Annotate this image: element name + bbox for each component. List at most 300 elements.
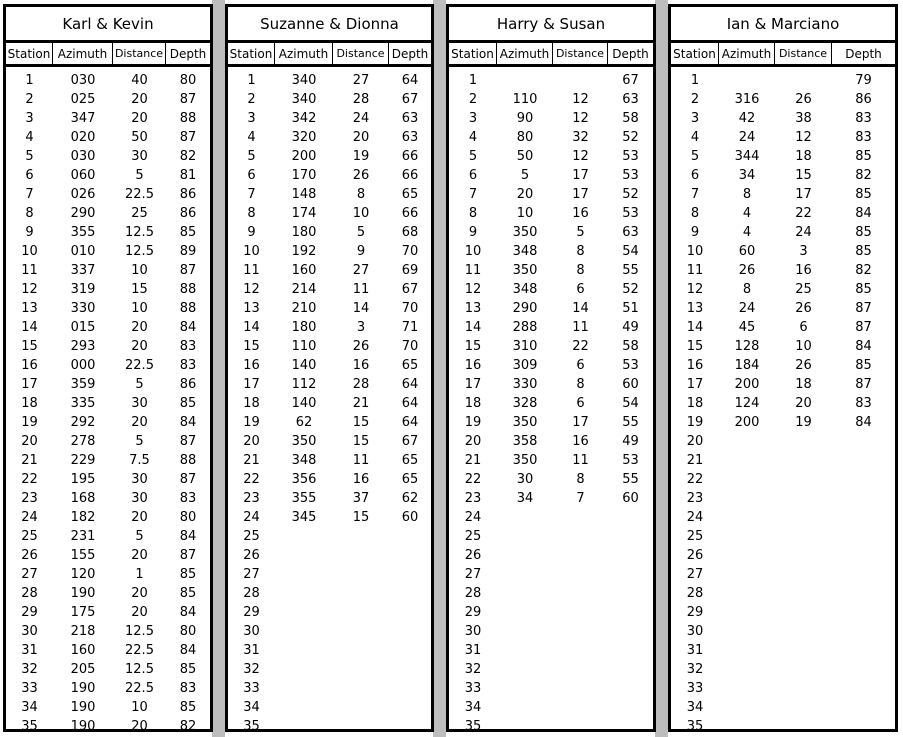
station-number: 25: [243, 529, 260, 544]
depth-value: 87: [179, 434, 197, 449]
column-header: Distance: [113, 43, 166, 64]
table-row: [449, 508, 653, 527]
table-row: [6, 185, 210, 204]
distance-value: 16: [572, 434, 589, 449]
station-number: 16: [464, 358, 482, 373]
azimuth-value: 140: [291, 358, 317, 373]
table-row: [449, 90, 653, 109]
table-row: [449, 489, 653, 508]
azimuth-value: 182: [70, 510, 96, 525]
distance-value: 7: [576, 491, 585, 506]
azimuth-value: 8: [742, 282, 752, 297]
table-row: [671, 185, 895, 204]
distance-value: 8: [576, 263, 585, 278]
column-header: Depth: [391, 46, 429, 61]
station-number: 15: [243, 339, 260, 354]
azimuth-value: 288: [512, 320, 538, 335]
table-row: [6, 641, 210, 660]
table-row: [449, 641, 653, 660]
azimuth-value: 30: [516, 472, 534, 487]
azimuth-value: 330: [70, 301, 96, 316]
azimuth-value: 50: [516, 149, 534, 164]
distance-value: 15: [352, 415, 370, 430]
depth-value: 65: [401, 453, 419, 468]
azimuth-value: 030: [70, 149, 96, 164]
station-number: 23: [243, 491, 260, 506]
azimuth-value: 168: [70, 491, 96, 506]
depth-value: 83: [855, 396, 872, 411]
depth-value: 87: [855, 301, 872, 316]
azimuth-value: 337: [70, 263, 96, 278]
station-number: 4: [468, 130, 478, 145]
table-row: [671, 261, 895, 280]
station-number: 5: [468, 149, 478, 164]
azimuth-value: 025: [70, 92, 96, 107]
distance-value: 50: [131, 130, 148, 145]
azimuth-value: 42: [738, 111, 756, 126]
station-number: 21: [21, 453, 38, 468]
depth-value: 88: [179, 111, 197, 126]
depth-value: 51: [622, 301, 639, 316]
station-number: 33: [243, 681, 260, 696]
azimuth-value: 355: [70, 225, 96, 240]
station-number: 10: [243, 244, 260, 259]
depth-value: 84: [179, 605, 197, 620]
table-row: [671, 299, 895, 318]
depth-value: 60: [622, 377, 639, 392]
column-header: Station: [228, 43, 275, 64]
distance-value: 20: [131, 339, 148, 354]
depth-value: 53: [622, 168, 639, 183]
table-row: [671, 432, 895, 451]
station-number: 30: [21, 624, 38, 639]
azimuth-value: 026: [70, 187, 96, 202]
azimuth-value: 000: [70, 358, 96, 373]
station-number: 25: [21, 529, 38, 544]
station-number: 10: [686, 244, 704, 259]
table-row: [671, 356, 895, 375]
azimuth-value: 34: [516, 491, 534, 506]
distance-value: 15: [795, 168, 812, 183]
table-row: [228, 299, 431, 318]
station-number: 2: [468, 92, 478, 107]
team-title: Harry & Susan: [496, 14, 606, 33]
depth-value: 62: [401, 491, 419, 506]
distance-value: 20: [131, 510, 148, 525]
azimuth-value: 10: [516, 206, 534, 221]
table-row: [6, 489, 210, 508]
table-row: [671, 508, 895, 527]
depth-value: 70: [401, 244, 419, 259]
table-row: [6, 280, 210, 299]
depth-value: 54: [622, 396, 639, 411]
table-row: [671, 641, 895, 660]
station-number: 32: [21, 662, 38, 677]
azimuth-value: 350: [512, 225, 538, 240]
azimuth-value: 340: [291, 73, 317, 88]
azimuth-value: 24: [738, 130, 756, 145]
depth-value: 85: [179, 586, 197, 601]
distance-value: 5: [135, 168, 144, 183]
azimuth-value: 175: [70, 605, 96, 620]
table-row: [671, 698, 895, 717]
station-number: 17: [21, 377, 38, 392]
depth-value: 64: [401, 396, 419, 411]
station-number: 32: [464, 662, 482, 677]
table-row: [228, 622, 431, 641]
table-row: [449, 299, 653, 318]
azimuth-value: 358: [512, 434, 538, 449]
azimuth-value: 200: [291, 149, 317, 164]
distance-value: 12.5: [125, 225, 154, 240]
table-row: [671, 337, 895, 356]
table-row: [228, 527, 431, 546]
azimuth-value: 278: [70, 434, 96, 449]
station-number: 1: [468, 73, 478, 88]
table-row: [671, 147, 895, 166]
distance-value: 26: [795, 301, 812, 316]
distance-value: 22.5: [125, 358, 154, 373]
station-number: 21: [686, 453, 704, 468]
distance-value: 24: [795, 225, 812, 240]
depth-value: 63: [622, 92, 639, 107]
depth-value: 86: [179, 377, 197, 392]
distance-value: 32: [572, 130, 589, 145]
team-panel: [446, 4, 656, 732]
distance-value: 16: [795, 263, 812, 278]
data-rows: [449, 71, 653, 736]
depth-value: 53: [622, 358, 639, 373]
table-row: [671, 280, 895, 299]
distance-value: 16: [572, 206, 589, 221]
station-number: 17: [686, 377, 704, 392]
table-row: [449, 128, 653, 147]
distance-value: 8: [576, 472, 585, 487]
azimuth-value: 316: [734, 92, 760, 107]
table-row: [671, 204, 895, 223]
depth-value: 83: [179, 339, 197, 354]
station-number: 11: [464, 263, 482, 278]
azimuth-value: 231: [70, 529, 96, 544]
column-header: Distance: [553, 43, 608, 64]
depth-value: 83: [855, 111, 872, 126]
station-number: 26: [464, 548, 482, 563]
azimuth-value: 350: [512, 415, 538, 430]
depth-value: 71: [401, 320, 419, 335]
azimuth-value: 292: [70, 415, 96, 430]
station-number: 8: [690, 206, 700, 221]
azimuth-value: 345: [291, 510, 317, 525]
table-row: [228, 508, 431, 527]
table-row: [6, 565, 210, 584]
station-number: 32: [243, 662, 260, 677]
distance-value: 10: [131, 301, 148, 316]
station-number: 29: [243, 605, 260, 620]
distance-value: 17: [572, 168, 589, 183]
depth-value: 64: [401, 73, 419, 88]
distance-value: 10: [131, 263, 148, 278]
station-number: 3: [25, 111, 34, 126]
station-number: 22: [686, 472, 704, 487]
depth-value: 58: [622, 111, 639, 126]
distance-value: 7.5: [129, 453, 150, 468]
table-row: [449, 679, 653, 698]
station-number: 24: [243, 510, 260, 525]
station-number: 3: [247, 111, 256, 126]
distance-value: 22.5: [125, 681, 154, 696]
column-header: Depth: [845, 46, 882, 61]
distance-value: 16: [352, 472, 370, 487]
depth-value: 85: [179, 225, 197, 240]
station-number: 24: [464, 510, 482, 525]
station-number: 25: [464, 529, 482, 544]
distance-value: 10: [352, 206, 370, 221]
table-row: [671, 489, 895, 508]
depth-value: 49: [622, 320, 639, 335]
distance-value: 24: [352, 111, 370, 126]
column-header: Azimuth: [497, 43, 553, 64]
depth-value: 54: [622, 244, 639, 259]
azimuth-value: 24: [738, 301, 756, 316]
depth-value: 70: [401, 339, 419, 354]
azimuth-value: 205: [70, 662, 96, 677]
table-row: [6, 204, 210, 223]
depth-value: 64: [401, 415, 419, 430]
table-row: [449, 204, 653, 223]
azimuth-value: 200: [734, 377, 760, 392]
team-title: Suzanne & Dionna: [260, 14, 399, 33]
table-row: [671, 660, 895, 679]
distance-value: 5: [356, 225, 366, 240]
table-row: [228, 242, 431, 261]
table-row: [449, 318, 653, 337]
distance-value: 12: [572, 149, 589, 164]
table-row: [671, 679, 895, 698]
station-number: 28: [464, 586, 482, 601]
table-row: [6, 147, 210, 166]
station-number: 18: [243, 396, 260, 411]
azimuth-value: 20: [516, 187, 534, 202]
station-number: 13: [21, 301, 38, 316]
depth-value: 88: [179, 282, 197, 297]
azimuth-value: 120: [70, 567, 96, 582]
table-row: [6, 223, 210, 242]
azimuth-value: 342: [291, 111, 317, 126]
azimuth-value: 80: [516, 130, 534, 145]
station-number: 20: [464, 434, 482, 449]
station-number: 8: [25, 206, 34, 221]
separator-bar: [212, 0, 225, 737]
distance-value: 17: [572, 415, 589, 430]
station-number: 4: [247, 130, 256, 145]
depth-value: 67: [622, 73, 639, 88]
depth-value: 84: [855, 415, 872, 430]
column-header-row: [449, 40, 653, 67]
depth-value: 66: [401, 206, 419, 221]
depth-value: 55: [622, 415, 639, 430]
azimuth-value: 350: [291, 434, 317, 449]
station-number: 12: [21, 282, 38, 297]
station-number: 27: [21, 567, 38, 582]
table-row: [449, 356, 653, 375]
azimuth-value: 328: [512, 396, 538, 411]
distance-value: 26: [795, 358, 812, 373]
table-row: [671, 527, 895, 546]
station-number: 2: [25, 92, 34, 107]
depth-value: 85: [855, 244, 872, 259]
azimuth-value: 195: [70, 472, 96, 487]
station-number: 26: [686, 548, 704, 563]
table-row: [6, 527, 210, 546]
distance-value: 27: [352, 263, 370, 278]
station-number: 16: [243, 358, 260, 373]
station-number: 19: [464, 415, 482, 430]
column-header: Station: [671, 43, 719, 64]
table-row: [449, 622, 653, 641]
table-row: [671, 318, 895, 337]
station-number: 9: [468, 225, 478, 240]
depth-value: 83: [179, 491, 197, 506]
depth-value: 83: [179, 358, 197, 373]
station-number: 31: [686, 643, 704, 658]
distance-value: 11: [352, 282, 370, 297]
table-row: [6, 242, 210, 261]
table-row: [228, 185, 431, 204]
depth-value: 63: [401, 130, 419, 145]
depth-value: 65: [401, 187, 419, 202]
table-row: [228, 356, 431, 375]
table-row: [6, 584, 210, 603]
azimuth-value: 8: [742, 187, 752, 202]
azimuth-value: 309: [512, 358, 538, 373]
azimuth-value: 180: [291, 225, 317, 240]
table-row: [228, 470, 431, 489]
table-row: [228, 109, 431, 128]
depth-value: 83: [855, 130, 872, 145]
distance-value: 25: [795, 282, 812, 297]
station-number: 23: [686, 491, 704, 506]
azimuth-value: 90: [516, 111, 534, 126]
station-number: 35: [243, 719, 260, 734]
azimuth-value: 015: [70, 320, 96, 335]
depth-value: 88: [179, 453, 197, 468]
station-number: 35: [464, 719, 482, 734]
distance-value: 20: [131, 586, 148, 601]
station-number: 29: [686, 605, 704, 620]
depth-value: 85: [855, 358, 872, 373]
table-row: [449, 261, 653, 280]
column-header: Depth: [169, 46, 207, 61]
team-title: Karl & Kevin: [62, 14, 154, 33]
table-row: [228, 660, 431, 679]
distance-value: 5: [576, 225, 585, 240]
table-row: [671, 603, 895, 622]
depth-value: 86: [855, 92, 872, 107]
team-panel: [668, 4, 898, 732]
azimuth-value: 060: [70, 168, 96, 183]
station-number: 5: [247, 149, 256, 164]
azimuth-value: 190: [70, 700, 96, 715]
depth-value: 65: [401, 358, 419, 373]
azimuth-value: 347: [70, 111, 96, 126]
table-row: [228, 546, 431, 565]
table-row: [6, 299, 210, 318]
azimuth-value: 350: [512, 263, 538, 278]
table-row: [671, 717, 895, 736]
distance-value: 8: [576, 377, 585, 392]
distance-value: 17: [795, 187, 812, 202]
depth-value: 66: [401, 149, 419, 164]
station-number: 7: [690, 187, 700, 202]
station-number: 35: [686, 719, 704, 734]
azimuth-value: 359: [70, 377, 96, 392]
azimuth-value: 210: [291, 301, 317, 316]
station-number: 10: [464, 244, 482, 259]
station-number: 19: [686, 415, 704, 430]
distance-value: 17: [572, 187, 589, 202]
station-number: 29: [21, 605, 38, 620]
azimuth-value: 190: [70, 681, 96, 696]
station-number: 33: [464, 681, 482, 696]
depth-value: 82: [855, 168, 872, 183]
distance-value: 20: [352, 130, 370, 145]
depth-value: 87: [855, 377, 872, 392]
depth-value: 52: [622, 187, 639, 202]
table-row: [6, 166, 210, 185]
table-row: [671, 109, 895, 128]
depth-value: 82: [855, 263, 872, 278]
table-row: [228, 90, 431, 109]
azimuth-value: 335: [70, 396, 96, 411]
table-row: [671, 565, 895, 584]
column-header: Azimuth: [719, 43, 775, 64]
table-row: [671, 128, 895, 147]
depth-value: 85: [855, 187, 872, 202]
azimuth-value: 190: [70, 719, 96, 734]
depth-value: 55: [622, 472, 639, 487]
table-row: [671, 375, 895, 394]
station-number: 33: [21, 681, 38, 696]
distance-value: 20: [131, 605, 148, 620]
azimuth-value: 128: [734, 339, 760, 354]
station-number: 23: [21, 491, 38, 506]
station-number: 7: [468, 187, 478, 202]
table-row: [671, 546, 895, 565]
depth-value: 66: [401, 168, 419, 183]
table-row: [6, 660, 210, 679]
table-row: [449, 603, 653, 622]
azimuth-value: 344: [734, 149, 760, 164]
station-number: 22: [21, 472, 38, 487]
depth-value: 89: [179, 244, 197, 259]
station-number: 24: [686, 510, 704, 525]
table-row: [228, 166, 431, 185]
azimuth-value: 26: [738, 263, 756, 278]
distance-value: 26: [795, 92, 812, 107]
depth-value: 63: [622, 225, 639, 240]
table-row: [671, 470, 895, 489]
distance-value: 18: [795, 377, 812, 392]
table-row: [228, 641, 431, 660]
table-row: [449, 584, 653, 603]
depth-value: 84: [179, 320, 197, 335]
distance-value: 6: [799, 320, 808, 335]
station-number: 27: [464, 567, 482, 582]
depth-value: 53: [622, 453, 639, 468]
distance-value: 20: [131, 111, 148, 126]
station-number: 21: [464, 453, 482, 468]
distance-value: 3: [799, 244, 808, 259]
